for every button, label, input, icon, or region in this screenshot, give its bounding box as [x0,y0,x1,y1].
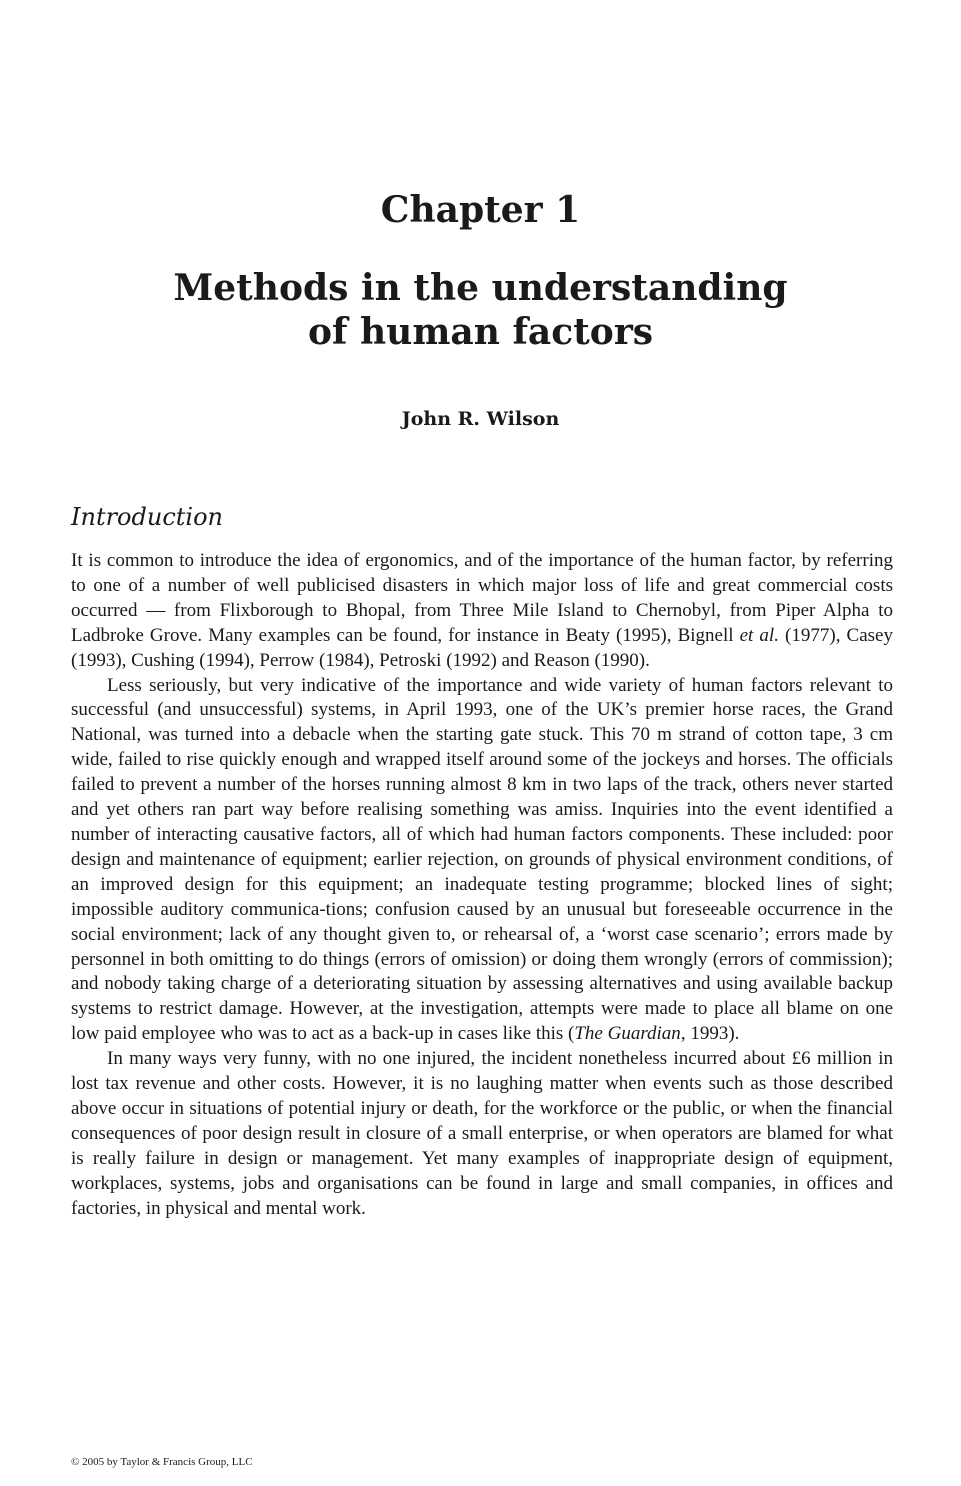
paragraph-1 [71,549,893,674]
paragraph-1-italic: et al. [739,624,779,646]
paragraph-2-text-a: Less seriously, but very indicative of the importance and wide variety of human factors relevant to successful (and unsuccessful) systems, in April 1993, one of the UK’s premier horse races, the Grand National, was turned into a debacle when the starting gate stuck. This 70 m strand of cotton tape, 3 cm wide, failed to rise quickly enough and wrapped itself around some of the jockeys and horses. The officials failed to prevent a number of the horses running almost 8 km in two laps of the track, others never started and yet others ran part way before realising something was amiss. Inquiries into the event identified a number of interacting causative factors, all of which had human factors components. These included: poor design and maintenance of equipment; earlier rejection, on grounds of physical environment conditions, of an improved design for this equipment; an inadequate testing programme; blocked lines of sight; impossible auditory communica-tions; confusion caused by an unusual but foreseeable occurrence in the social environment; lack of any thought given to, or rehearsal of, a ‘worst case scenario’; errors made by personnel in both omitting to do things (errors of omission) or doing them wrongly (errors of commission); and nobody taking charge of a deteriorating situation by assessing alternatives and using available backup systems to restrict damage. However, at the investigation, attempts were made to place all blame on one low paid employee who was to act as a back-up in cases like this ( [71,674,893,1045]
paragraph-1-text-b: (1977), Casey (1993), Cushing (1994), Perrow (1984), Petroski (1992) and Reason (1990). [71,624,893,671]
paragraph-2-text-b: , 1993). [680,1023,740,1045]
chapter-title-line-1: Methods in the understanding [173,267,788,309]
section-heading: Introduction [71,503,223,531]
chapter-label: Chapter 1 [380,189,581,231]
paragraph-2-italic: The Guardian [574,1023,681,1045]
body-text [71,549,893,1221]
chapter-title [120,266,841,354]
copyright-footer: © 2005 by Taylor & Francis Group, LLC [71,1456,253,1468]
author-name: John R. Wilson [401,408,560,430]
paragraph-3: In many ways very funny, with no one injured, the incident nonetheless incurred about £6 million in lost tax revenue and other costs. However, it is no laughing matter when events such as those described above occur in situations of potential injury or death, for the workforce or the public, or when the financial consequences of poor design result in closure of a small enterprise, or when operators are blamed for what is really failure in design or management. Yet many examples of inappropriate design of equipment, workplaces, systems, jobs and organisations can be found in large and small companies, in offices and factories, in physical and mental work. [71,1048,893,1219]
paragraph-1-text-a: It is common to introduce the idea of ergonomics, and of the importance of the human factor, by referring to one of a number of well publicised disasters in which major loss of life and great commercial costs occurred — from Flixborough to Bhopal, from Three Mile Island to Chernobyl, from Piper Alpha to Ladbroke Grove. Many examples can be found, for instance in Beaty (1995), Bignell [71,550,893,646]
chapter-title-line-2: of human factors [307,311,654,353]
paragraph-2 [71,674,893,1048]
